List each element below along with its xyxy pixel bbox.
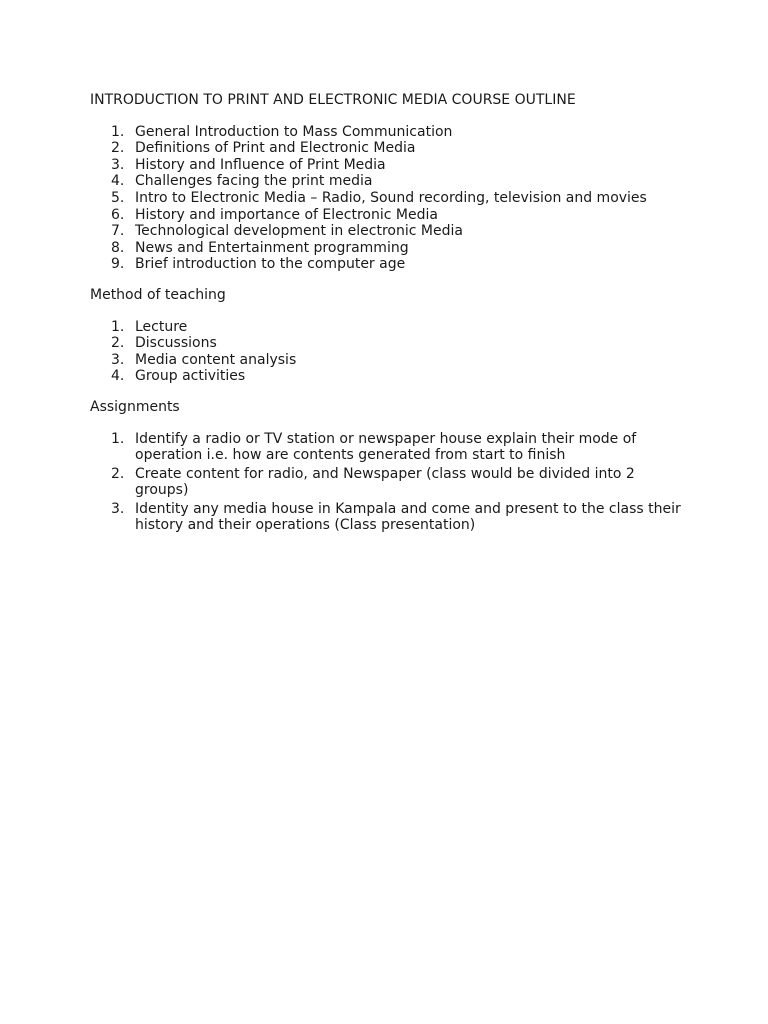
document-title: INTRODUCTION TO PRINT AND ELECTRONIC MEDIA COURSE OUTLINE <box>90 92 576 108</box>
list-item-text: Media content analysis <box>135 351 297 368</box>
document-body <box>90 92 690 536</box>
list-item-text: Create content for radio, and Newspaper (class would be divided into 2 groups) <box>135 465 635 499</box>
list-item-text: History and importance of Electronic Media <box>135 206 438 223</box>
list-item-text: General Introduction to Mass Communication <box>135 123 453 140</box>
list-item <box>90 124 690 141</box>
list-item <box>90 223 690 240</box>
list-item-text: Definitions of Print and Electronic Media <box>135 140 416 157</box>
list-item <box>90 190 690 207</box>
list-item-text: Brief introduction to the computer age <box>135 256 406 273</box>
list-number: 1. <box>111 430 125 447</box>
list-number: 4. <box>111 173 125 190</box>
method-of-teaching-heading: Method of teaching <box>90 286 226 303</box>
list-number: 4. <box>111 368 125 385</box>
list-item-text: Technological development in electronic Media <box>135 223 463 240</box>
list-number: 3. <box>111 351 125 368</box>
list-number: 8. <box>111 239 125 256</box>
list-item <box>90 173 690 190</box>
list-number: 2. <box>111 140 125 157</box>
list-item-text: Challenges facing the print media <box>135 173 373 190</box>
list-number: 3. <box>111 500 125 517</box>
list-item <box>90 157 690 174</box>
list-item <box>90 431 690 464</box>
list-item-text: Lecture <box>135 318 188 335</box>
list-item <box>90 319 690 336</box>
list-item-text: News and Entertainment programming <box>135 239 409 256</box>
list-item-text: Identify a radio or TV station or newspaper house explain their mode of operation i.e. how are contents generated from start to finish <box>135 430 637 464</box>
course-outline-list <box>90 124 690 273</box>
list-item-text: Intro to Electronic Media – Radio, Sound recording, television and movies <box>135 189 647 206</box>
list-number: 9. <box>111 256 125 273</box>
list-item <box>90 501 690 534</box>
list-item-text: Discussions <box>135 335 217 352</box>
assignments-list <box>90 431 690 535</box>
list-number: 2. <box>111 335 125 352</box>
list-item <box>90 335 690 352</box>
list-number: 2. <box>111 465 125 482</box>
list-number: 5. <box>111 189 125 206</box>
assignments-heading: Assignments <box>90 398 180 415</box>
list-item <box>90 466 690 499</box>
list-item <box>90 207 690 224</box>
list-item-text: History and Influence of Print Media <box>135 156 386 173</box>
list-number: 1. <box>111 318 125 335</box>
list-number: 1. <box>111 123 125 140</box>
list-item <box>90 368 690 385</box>
list-item <box>90 240 690 257</box>
list-item <box>90 352 690 369</box>
list-number: 7. <box>111 223 125 240</box>
list-item-text: Identity any media house in Kampala and come and present to the class their history and their operations (Class presentation) <box>135 500 681 534</box>
teaching-methods-list <box>90 319 690 385</box>
list-item <box>90 256 690 273</box>
list-number: 6. <box>111 206 125 223</box>
list-item-text: Group activities <box>135 368 246 385</box>
list-number: 3. <box>111 156 125 173</box>
list-item <box>90 140 690 157</box>
